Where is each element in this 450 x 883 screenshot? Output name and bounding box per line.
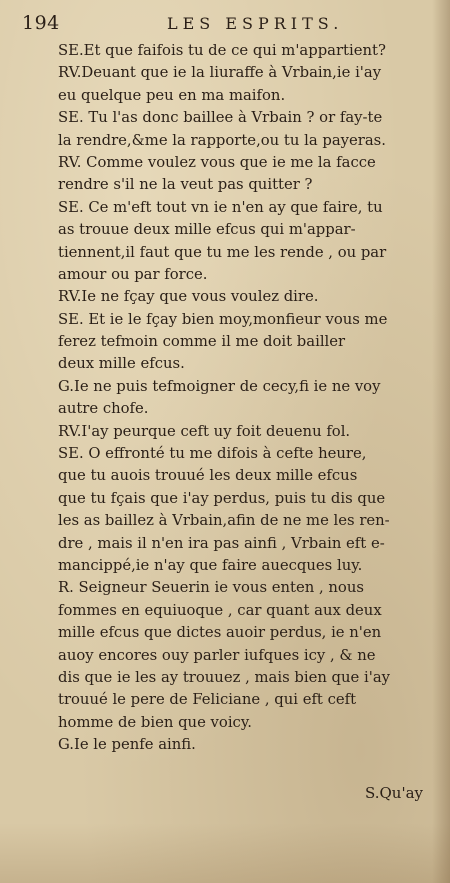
text-line: fommes en equiuoque , car quant aux deux <box>58 601 382 619</box>
text-line: ferez tefmoin comme il me doit bailler <box>58 333 346 351</box>
text-line: deux mille efcus. <box>58 355 185 373</box>
text-line: SE. Et ie le fçay bien moy,monfieur vous me <box>58 310 388 328</box>
text-line: mille efcus que dictes auoir perdus, ie n'en <box>58 624 382 642</box>
page-header <box>22 12 422 36</box>
text-line: SE.Et que faifois tu de ce qui m'appartient? <box>58 42 386 59</box>
catchword: S.Qu'ay <box>365 784 424 802</box>
text-line: SE. O effronté tu me difois à cefte heure, <box>58 445 367 463</box>
text-line: les as baillez à Vrbain,afin de ne me les ren- <box>58 512 390 530</box>
text-line: as trouue deux mille efcus qui m'appar- <box>58 221 356 239</box>
text-line: SE. Tu l'as donc baillee à Vrbain ? or fay-te <box>58 109 383 127</box>
text-line: RV. Comme voulez vous que ie me la facce <box>58 153 376 171</box>
text-line: homme de bien que voicy. <box>58 713 252 731</box>
page-number: 194 <box>22 12 60 34</box>
text-block <box>58 40 430 757</box>
text-line: que tu auois trouué les deux mille efcus <box>58 467 358 485</box>
text-line: RV.Ie ne fçay que vous voulez dire. <box>58 288 319 306</box>
page-bottom-shadow <box>0 823 450 883</box>
text-line: trouué le pere de Feliciane , qui eft ceft <box>58 691 357 709</box>
text-line: rendre s'il ne la veut pas quitter ? <box>58 176 313 194</box>
text-line: auoy encores ouy parler iufques icy , & ne <box>58 646 376 664</box>
text-line: la rendre,&me la rapporte,ou tu la payeras. <box>58 131 386 149</box>
text-line: G.Ie ne puis tefmoigner de cecy,fi ie ne voy <box>58 377 381 395</box>
page-edge-shadow <box>432 0 450 883</box>
text-line: SE. Ce m'eft tout vn ie n'en ay que faire, tu <box>58 198 383 216</box>
text-line: G.Ie le penfe ainfi. <box>58 736 196 754</box>
text-line: amour ou par force. <box>58 265 208 283</box>
running-head: LES ESPRITS. <box>167 14 344 33</box>
text-line: autre chofe. <box>58 400 149 418</box>
text-line: mancippé,ie n'ay que faire auecques luy. <box>58 556 363 574</box>
text-line: RV.I'ay peurque ceft uy foit deuenu fol. <box>58 422 351 440</box>
text-line: RV.Deuant que ie la liuraffe à Vrbain,ie i'ay <box>58 64 382 82</box>
text-line: R. Seigneur Seuerin ie vous enten , nous <box>58 579 364 597</box>
text-line: dis que ie les ay trouuez , mais bien que i'ay <box>58 668 390 686</box>
text-line: que tu fçais que i'ay perdus, puis tu dis que <box>58 489 386 507</box>
text-line: dre , mais il n'en ira pas ainfi , Vrbain eft e- <box>58 534 385 552</box>
text-line: eu quelque peu en ma maifon. <box>58 86 286 104</box>
text-line: tiennent,il faut que tu me les rende , ou par <box>58 243 387 261</box>
